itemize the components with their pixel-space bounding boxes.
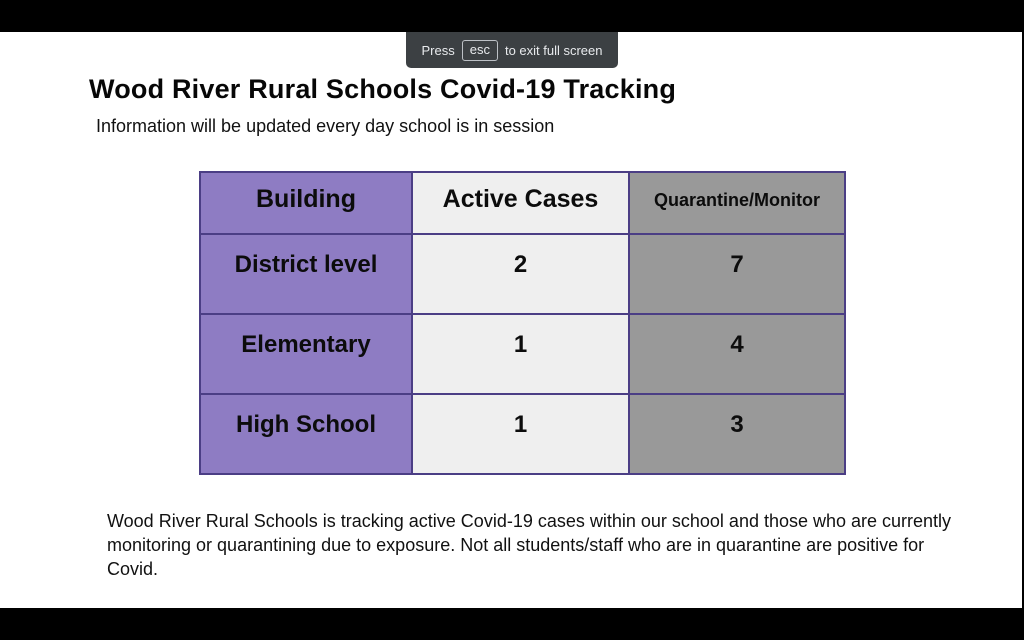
cell-quarantine-monitor: 3 [629,394,845,474]
fullscreen-exit-toast [406,32,618,68]
cell-active-cases: 1 [412,314,629,394]
column-header-quarantine-monitor: Quarantine/Monitor [629,172,845,234]
slide-canvas[interactable] [0,32,1022,608]
table-header-row [200,172,845,234]
cell-quarantine-monitor: 7 [629,234,845,314]
slide-footer-note: Wood River Rural Schools is tracking active Covid-19 cases within our school and those who are currently monitoring or quarantining due to exposure. Not all students/staff who are in quarantine are positive for Covid. [107,511,952,579]
table-row [200,234,845,314]
cell-active-cases: 2 [412,234,629,314]
cell-active-cases: 1 [412,394,629,474]
slide-subtitle: Information will be updated every day school is in session [96,116,555,136]
esc-key-badge: esc [462,40,498,61]
toast-press-text: Press [421,42,455,58]
column-header-active-cases: Active Cases [412,172,629,234]
covid-tracking-table [199,171,846,475]
toast-suffix-text: to exit full screen [504,42,603,58]
cell-building: Elementary [200,314,412,394]
cell-building: District level [200,234,412,314]
cell-building: High School [200,394,412,474]
cell-quarantine-monitor: 4 [629,314,845,394]
table-row [200,394,845,474]
slide-title: Wood River Rural Schools Covid-19 Tracking [89,74,677,104]
column-header-building: Building [200,172,412,234]
table-row [200,314,845,394]
